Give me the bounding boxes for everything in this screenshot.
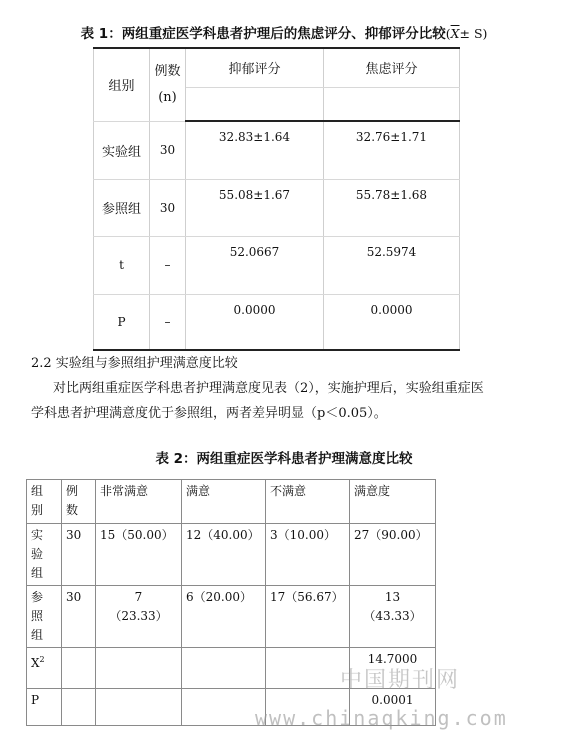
table2-cell-n: 30: [62, 586, 96, 648]
paragraph-line-2: 学科患者护理满意度优于参照组，两者差异明显（p＜0.05）。: [31, 406, 387, 421]
watermark-url: www.chinaqking.com: [255, 706, 508, 730]
table1-cell-n: –: [150, 294, 186, 350]
table2-cell-satisfaction-1: 13: [384, 590, 401, 604]
table2-header-group-2: 别: [31, 503, 44, 517]
table1-cell-anxiety: 32.76±1.71: [324, 121, 460, 179]
table-row: [27, 586, 436, 648]
table1-cell-depression: 55.08±1.67: [186, 179, 324, 236]
table1-cell-depression: 32.83±1.64: [186, 121, 324, 179]
table2-cell-group-3: 组: [31, 566, 44, 580]
table2-header-group-1: 组: [31, 484, 44, 498]
table2-cell-unsatisfied: 17（56.67）: [266, 586, 350, 648]
table1-cell-anxiety: 52.5974: [324, 236, 460, 294]
table1-cell-anxiety: 0.0000: [324, 294, 460, 350]
table2-cell-empty: [182, 689, 266, 726]
table1-header-depression-sub: [186, 87, 324, 121]
table2-chi-sup: 2: [39, 655, 45, 664]
watermark-logo-text: 中国期刊网: [340, 668, 461, 693]
table1-cell-depression: 52.0667: [186, 236, 324, 294]
table1-cell-n: –: [150, 236, 186, 294]
table2-header-cases-2: 数: [66, 503, 79, 517]
table-row: [94, 179, 460, 236]
table-row: [94, 121, 460, 179]
table2-cell-satisfaction-2: （43.33）: [363, 609, 422, 623]
table2-cell-group-2: 照: [31, 609, 44, 623]
table2-cell-empty: [96, 689, 182, 726]
paragraph-line-1: 对比两组重症医学科患者护理满意度见表（2），实施护理后，实验组重症医: [53, 381, 484, 396]
table2-cell-p-value: 0.0001: [350, 689, 436, 726]
table1-header-cases-line2: (n): [158, 89, 177, 105]
table2-caption: 表 2：两组重症医学科患者护理满意度比较: [155, 451, 413, 467]
table2-header-very-satisfied: 非常满意: [96, 480, 182, 524]
table2-header-group: [27, 480, 62, 524]
table1-header-group: 组别: [94, 48, 150, 121]
table1-header-cases-line1: 例数: [154, 63, 181, 79]
table2-cell-satisfied: 12（40.00）: [182, 524, 266, 586]
table2-cell-empty: [266, 648, 350, 689]
table1-cell-n: 30: [150, 179, 186, 236]
table2-cell-satisfaction: 27（90.00）: [350, 524, 436, 586]
table2-cell-empty: [182, 648, 266, 689]
table1-header-anxiety: 焦虑评分: [324, 48, 460, 87]
table2-header-satisfied: 满意: [182, 480, 266, 524]
table2-cell-empty: [62, 689, 96, 726]
table1-caption-xbar: $\overline{X}$: [450, 26, 460, 41]
table2-cell-chi-label: [27, 648, 62, 689]
table1-header-cases: [150, 48, 186, 121]
table2-cell-very-satisfied-1: 7: [134, 590, 143, 604]
table-row: [27, 524, 436, 586]
table2-cell-satisfied: 6（20.00）: [182, 586, 266, 648]
table1-caption: [0, 22, 568, 42]
table1-cell-anxiety: 55.78±1.68: [324, 179, 460, 236]
table2-cell-very-satisfied: 15（50.00）: [96, 524, 182, 586]
table2-cell-group-1: 实: [31, 528, 44, 542]
table2-header-unsatisfied: 不满意: [266, 480, 350, 524]
table1-cell-group: 实验组: [94, 121, 150, 179]
table2-cell-satisfaction: [350, 586, 436, 648]
table2-cell-empty: [62, 648, 96, 689]
table2-cell-very-satisfied-2: （23.33）: [109, 609, 168, 623]
section-heading: 2.2 实验组与参照组护理满意度比较: [31, 356, 238, 371]
table1: [93, 47, 460, 351]
table2-header-cases-1: 例: [66, 484, 79, 498]
table2-cell-group: [27, 586, 62, 648]
table-row: [94, 236, 460, 294]
table2-cell-p-label: P: [27, 689, 62, 726]
table2-cell-unsatisfied: 3（10.00）: [266, 524, 350, 586]
table1-cell-group: 参照组: [94, 179, 150, 236]
table2-cell-empty: [96, 648, 182, 689]
table2-cell-chi-value: 14.7000: [350, 648, 436, 689]
table2-header-cases: [62, 480, 96, 524]
table1-cell-group: P: [94, 294, 150, 350]
table2-chi-label: X: [31, 656, 40, 670]
table-row: [94, 294, 460, 350]
table2-cell-n: 30: [62, 524, 96, 586]
table2-cell-group-2: 验: [31, 547, 44, 561]
table1-caption-tail: ± S): [459, 26, 488, 41]
table2-header-row: [27, 480, 436, 524]
table1-cell-depression: 0.0000: [186, 294, 324, 350]
table2-cell-group: [27, 524, 62, 586]
table1-caption-open: (: [445, 26, 451, 41]
table1-caption-text: 表 1：两组重症医学科患者护理后的焦虑评分、抑郁评分比较: [80, 26, 446, 42]
table2-cell-group-3: 组: [31, 628, 44, 642]
table1-cell-n: 30: [150, 121, 186, 179]
table2-cell-very-satisfied: [96, 586, 182, 648]
table2-header-satisfaction: 满意度: [350, 480, 436, 524]
table1-header-depression: 抑郁评分: [186, 48, 324, 87]
table1-header-anxiety-sub: [324, 87, 460, 121]
table2-cell-group-1: 参: [31, 590, 44, 604]
table1-cell-group: t: [94, 236, 150, 294]
